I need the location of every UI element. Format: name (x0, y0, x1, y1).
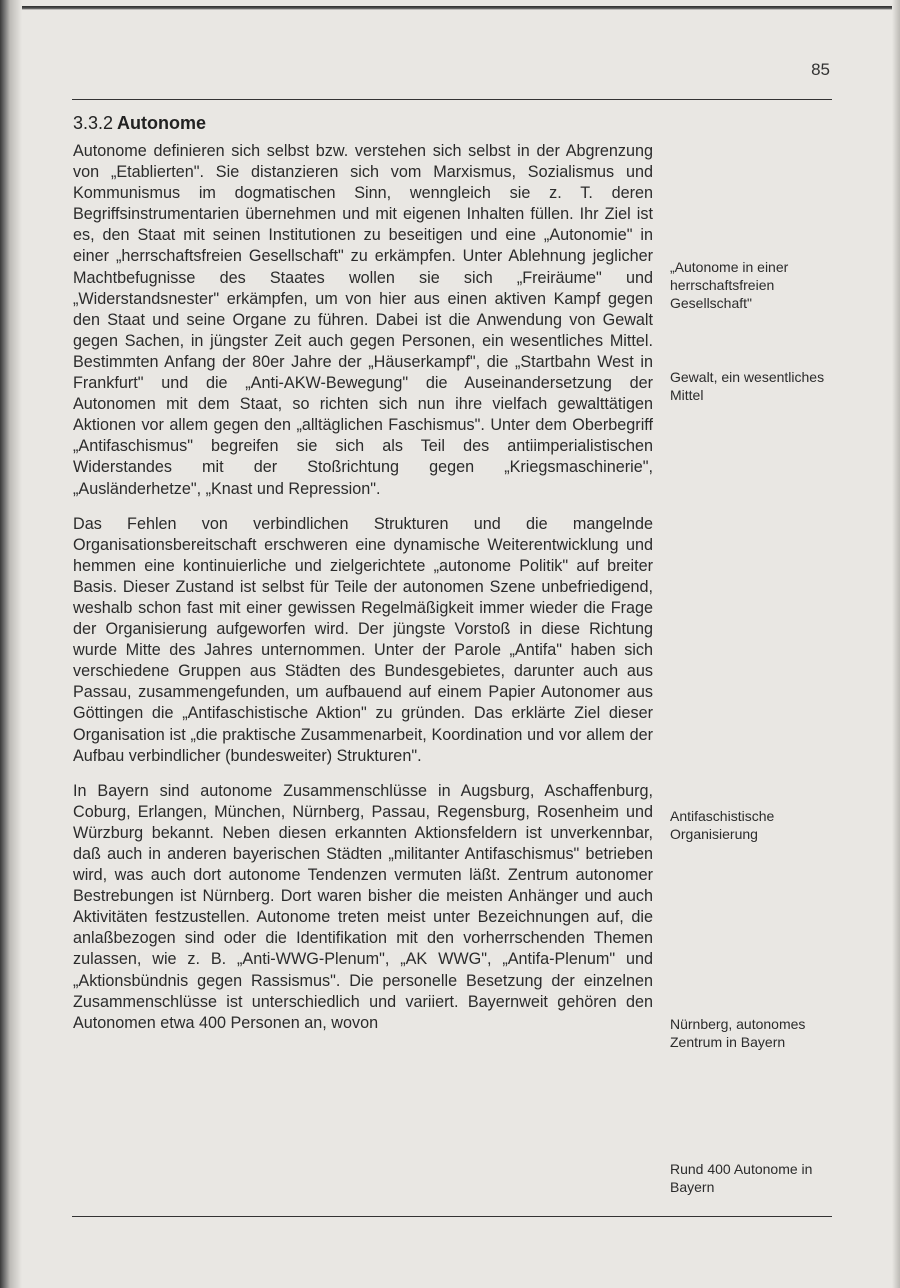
paragraph-3: In Bayern sind autonome Zusammenschlüsse in Augsburg, Aschaffenburg, Coburg, Erlangen, München, Nürnberg, Passau, Regensburg, Rosenheim und Würzburg bekannt. Neben diesen erkannten Aktionsfeldern ist unverkennbar, daß auch in anderen bayerischen Städten „militanter Antifaschismus" betrieben wird, was auch dort autonome Tendenzen vermuten läßt. Zentrum autonomer Bestrebungen ist Nürnberg. Dort waren bisher die meisten Anhänger und auch Aktivitäten festzustellen. Autonome treten meist unter Bezeichnungen auf, die anlaßbezogen sind oder die Identifikation mit den vorherrschenden Themen zulassen, wie z. B. „Anti-WWG-Plenum", „AK WWG", „Antifa-Plenum" und „Aktionsbündnis gegen Rassismus". Die personelle Besetzung der einzelnen Zusammenschlüsse ist unterschiedlich und variiert. Bayernweit gehören den Autonomen etwa 400 Personen an, wovon (73, 781, 653, 1032)
margin-note-gewalt: Gewalt, ein wesentliches Mittel (670, 369, 825, 403)
page-top-edge (22, 6, 900, 10)
section-title: Autonome (117, 113, 207, 133)
paragraph-2: Das Fehlen von verbindlichen Strukturen und die mangelnde Organisationsbereitschaft erschweren eine dynamische Weiterentwicklung und hemmen eine kontinuierliche und zielgerichtete „autonome Politik" auf breiter Basis. Dieser Zustand ist selbst für Teile der autonomen Szene unbefriedigend, weshalb schon fast mit einer gewissen Regelmäßigkeit immer wieder die Frage der Organisierung aufgeworfen wird. Der jüngste Vorstoß in diese Richtung wurde Mitte des Jahres unternommen. Unter der Parole „Antifa" haben sich verschiedene Gruppen aus Städten des Bundesgebietes, darunter auch aus Passau, zusammengefunden, um aufbauend auf einem Papier Autonomer aus Göttingen die „Antifaschistische Aktion" zu gründen. Das erklärte Ziel dieser Organisation ist „die praktische Zusammenarbeit, Koordination und vor allem der Aufbau verbindlicher (bundesweiter) Strukturen". (73, 514, 653, 765)
page-right-edge (892, 0, 900, 1288)
margin-note-antifa: Antifaschistische Organisierung (670, 808, 775, 842)
margin-note-autonome: „Autonome in einer herrschaftsfreien Gesellschaft" (670, 259, 789, 311)
margin-note-nuernberg: Nürnberg, autonomes Zentrum in Bayern (670, 1016, 806, 1050)
margin-note-400: Rund 400 Autonome in Bayern (670, 1161, 813, 1195)
page-number: 85 (811, 60, 830, 79)
section-heading (73, 113, 206, 134)
section-number: 3.3.2 (73, 113, 114, 133)
book-binding-shadow (0, 0, 22, 1288)
paragraph-1: Autonome definieren sich selbst bzw. verstehen sich selbst in der Abgrenzung von „Etablierten". Sie distanzieren sich vom Marxismus, Sozialismus und Kommunismus im dogmatischen Sinn, wenngleich sie z. T. deren Begriffsinstrumentarien übernehmen und mit eigenen Inhalten füllen. Ihr Ziel ist es, den Staat mit seinen Institutionen zu beseitigen und eine „Autonomie" in einer „herrschaftsfreien Gesellschaft" zu erkämpfen. Unter Ablehnung jeglicher Machtbefugnisse des Staates wollen sie sich „Freiräume" und „Widerstandsnester" erkämpfen, um von hier aus einen aktiven Kampf gegen den Staat und seine Organe zu führen. Dabei ist die Anwendung von Gewalt gegen Sachen, in jüngster Zeit auch gegen Personen, ein wesentliches Mittel. Bestimmten Anfang der 80er Jahre der „Häuserkampf", die „Startbahn West in Frankfurt" und die „Anti-AKW-Bewegung" die Auseinandersetzung der Autonomen mit dem Staat, so richten sich nun ihre vielfach gewalttätigen Aktionen vor allem gegen den „alltäglichen Faschismus". Unter dem Oberbegriff „Antifaschismus" begreifen sie sich als Teil des antiimperialistischen Widerstandes mit der Stoßrichtung gegen „Kriegsmaschinerie", „Ausländerhetze", „Knast und Repression". (73, 142, 653, 498)
header-rule (72, 99, 832, 100)
main-text-column (73, 141, 653, 1048)
footer-rule (72, 1216, 832, 1217)
